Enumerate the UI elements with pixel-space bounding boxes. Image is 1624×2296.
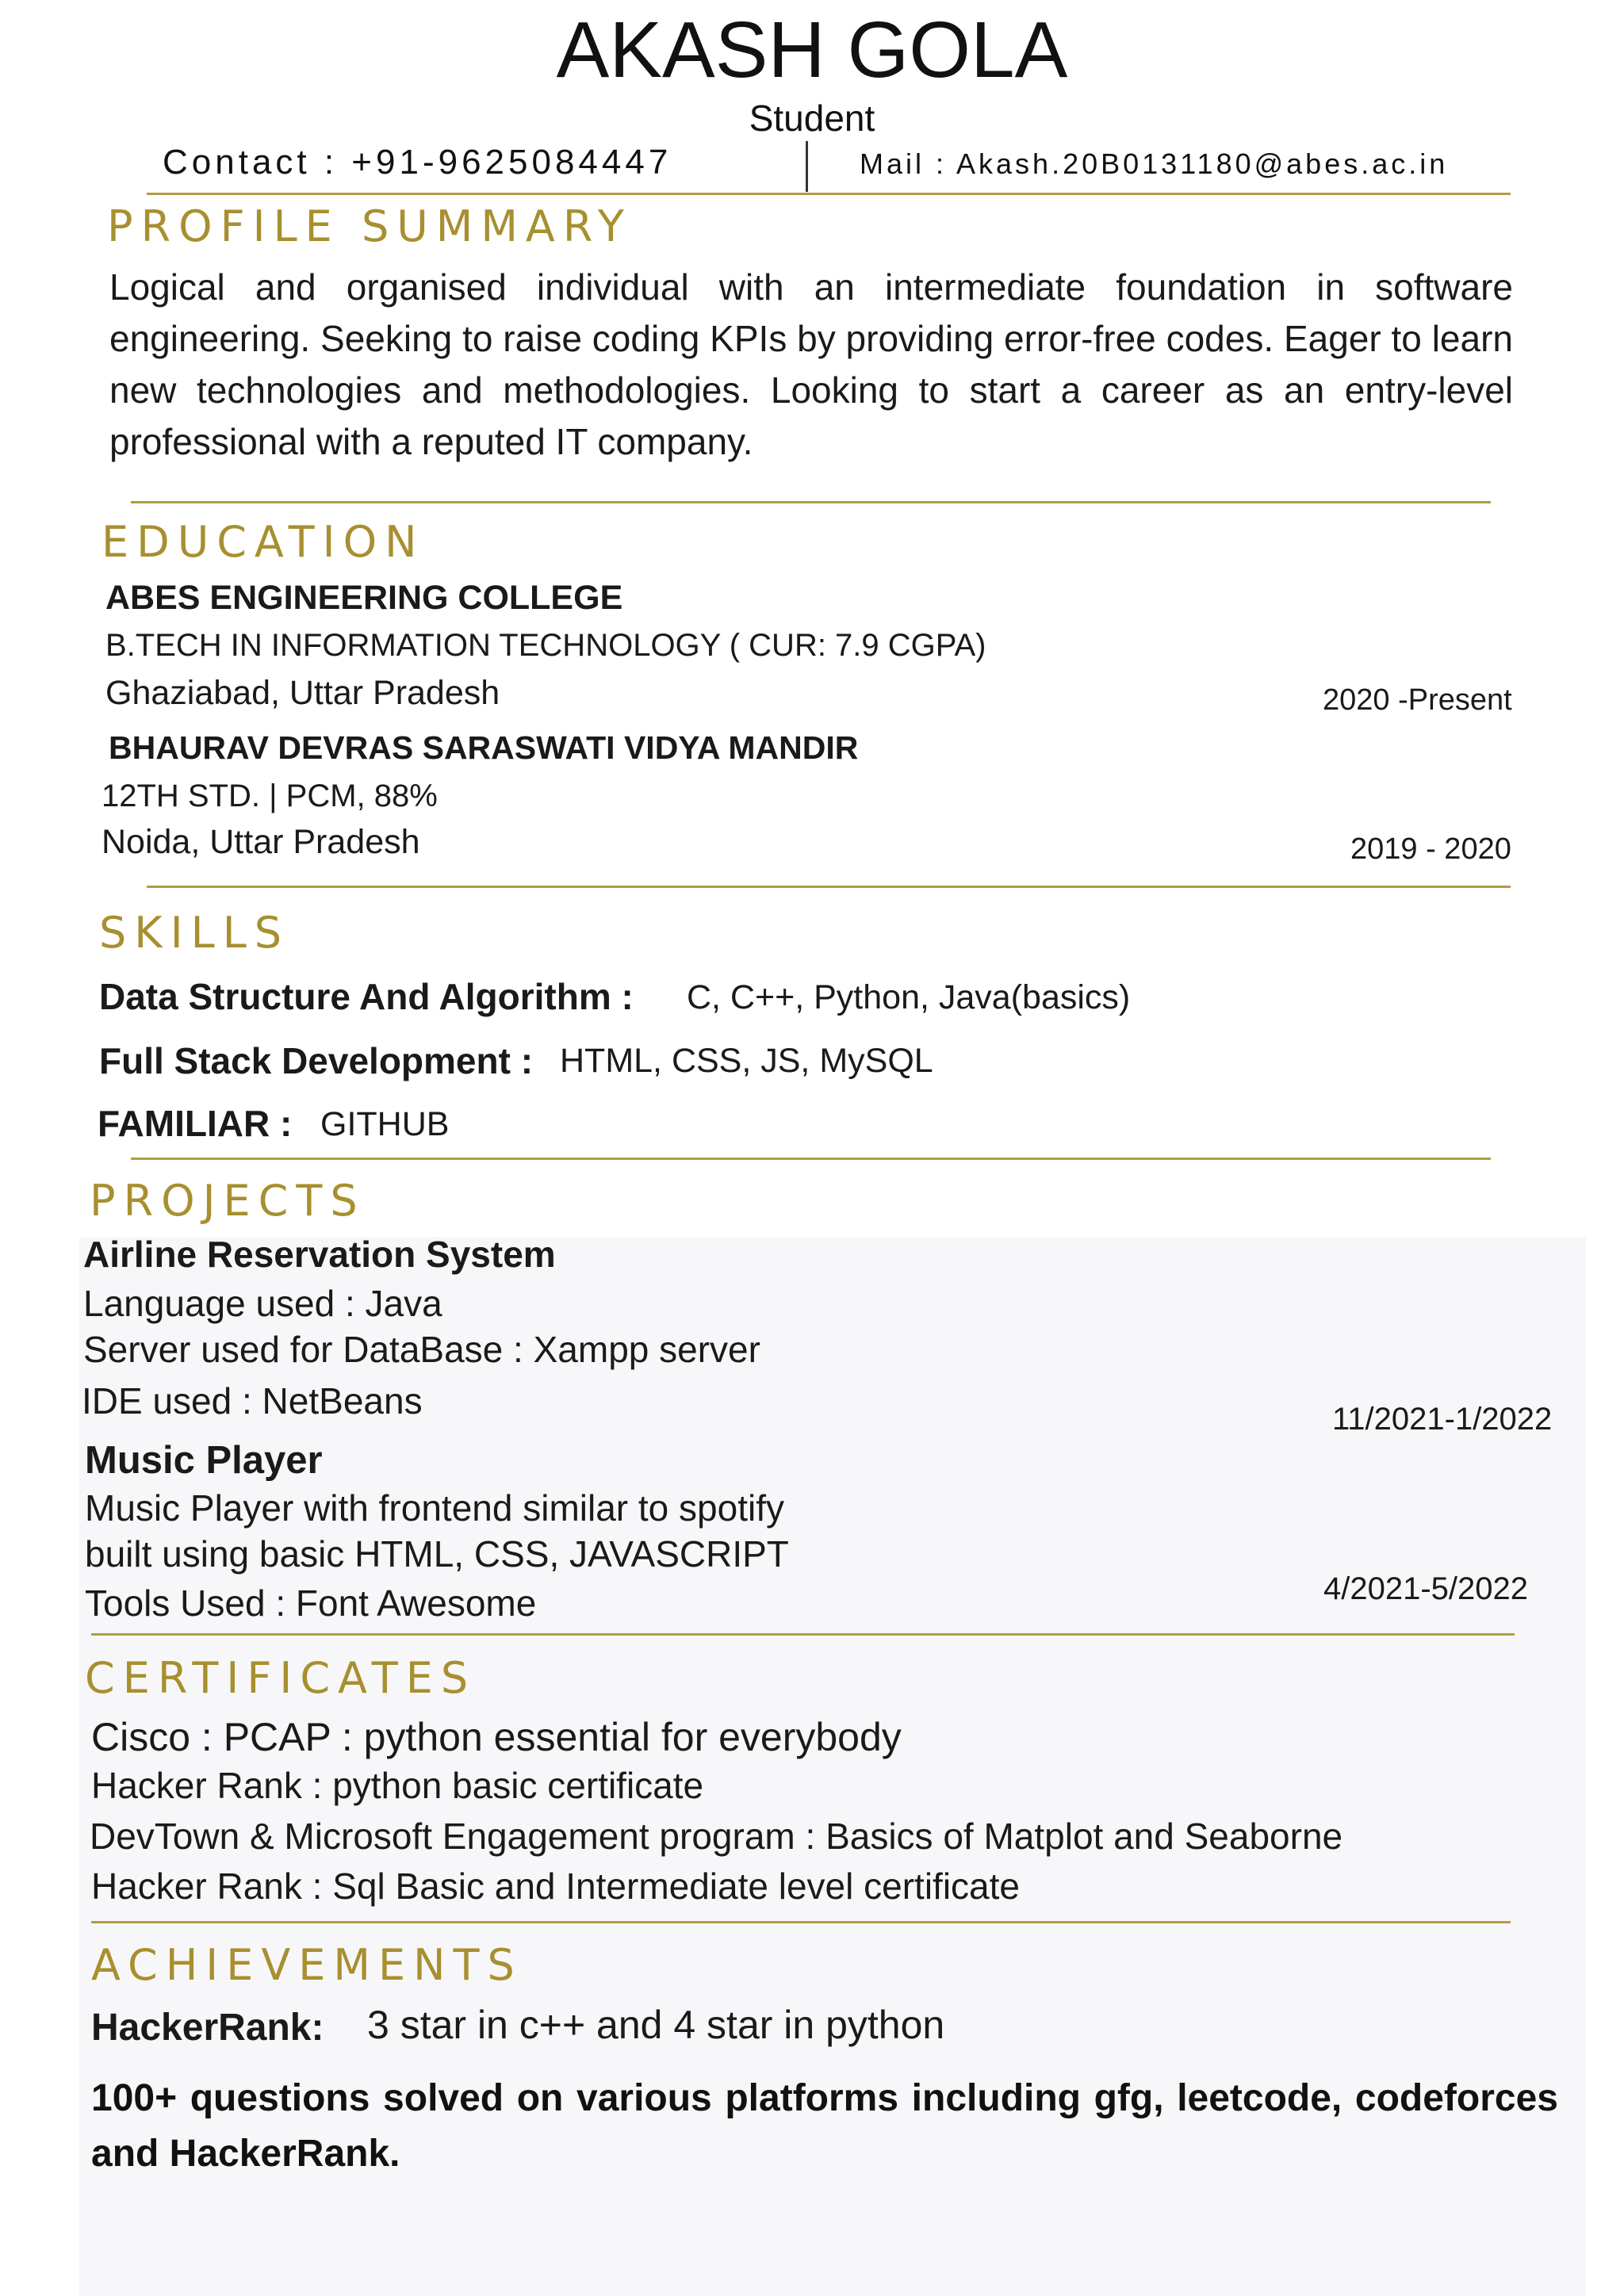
certificate-item: Hacker Rank : python basic certificate — [91, 1765, 704, 1806]
project-detail: Music Player with frontend similar to spotify — [85, 1487, 784, 1529]
certificates-heading: CERTIFICATES — [85, 1653, 477, 1703]
project-detail: IDE used : NetBeans — [82, 1380, 423, 1422]
certificate-item: Cisco : PCAP : python essential for everybody — [91, 1715, 902, 1759]
education-institution: BHAURAV DEVRAS SARASWATI VIDYA MANDIR — [109, 729, 859, 766]
education-rule — [147, 886, 1511, 888]
project-detail: Tools Used : Font Awesome — [85, 1582, 537, 1624]
education-institution: ABES ENGINEERING COLLEGE — [105, 579, 623, 617]
projects-rule — [91, 1633, 1515, 1636]
project-title: Airline Reservation System — [83, 1234, 556, 1275]
certificate-item: Hacker Rank : Sql Basic and Intermediate level certificate — [91, 1866, 1020, 1907]
project-dates: 11/2021-1/2022 — [1332, 1402, 1553, 1437]
contact-phone: Contact : +91-9625084447 — [163, 143, 672, 182]
profile-summary-heading: PROFILE SUMMARY — [107, 201, 632, 251]
candidate-role: Student — [749, 98, 875, 139]
achievement-value: 3 star in c++ and 4 star in python — [367, 2003, 945, 2047]
candidate-name: AKASH GOLA — [556, 6, 1068, 94]
education-dates: 2019 - 2020 — [1350, 832, 1511, 866]
skill-label: Data Structure And Algorithm : — [99, 976, 634, 1017]
project-dates: 4/2021-5/2022 — [1323, 1571, 1529, 1606]
skill-value: C, C++, Python, Java(basics) — [687, 978, 1131, 1016]
education-heading: EDUCATION — [102, 517, 425, 567]
education-degree: B.TECH IN INFORMATION TECHNOLOGY ( CUR: 7.9 CGPA) — [105, 628, 986, 663]
project-detail: Language used : Java — [83, 1283, 442, 1324]
project-detail: built using basic HTML, CSS, JAVASCRIPT — [85, 1533, 789, 1575]
profile-rule — [131, 501, 1491, 503]
contact-email: Mail : Akash.20B0131180@abes.ac.in — [860, 147, 1449, 180]
skill-value: GITHUB — [320, 1105, 450, 1143]
certificate-item: DevTown & Microsoft Engagement program : Basics of Matplot and Seaborne — [90, 1816, 1343, 1857]
skill-label: Full Stack Development : — [99, 1040, 534, 1081]
skill-label: FAMILIAR : — [98, 1103, 293, 1144]
achievements-heading: ACHIEVEMENTS — [91, 1940, 523, 1990]
achievement-extra: 100+ questions solved on various platforms including gfg, leetcode, codeforces and HackerRank. — [91, 2077, 1558, 2175]
education-dates: 2020 -Present — [1323, 683, 1512, 717]
profile-summary-text: Logical and organised individual with an intermediate foundation in software engineering. Seeking to raise coding KPIs by providing error-free codes. Eager to learn new technologies and methodologies. Looking to start a career as an entry-level professional with a reputed IT company. — [109, 266, 1513, 462]
education-location: Ghaziabad, Uttar Pradesh — [105, 674, 500, 712]
skills-heading: SKILLS — [99, 908, 290, 958]
skills-rule — [131, 1158, 1491, 1160]
projects-heading: PROJECTS — [90, 1176, 366, 1226]
education-location: Noida, Uttar Pradesh — [102, 823, 420, 861]
education-degree: 12TH STD. | PCM, 88% — [102, 779, 438, 813]
header-rule — [147, 193, 1511, 195]
achievement-label: HackerRank: — [91, 2007, 324, 2049]
project-detail: Server used for DataBase : Xampp server — [83, 1329, 760, 1370]
certificates-rule — [91, 1921, 1511, 1923]
contact-divider — [806, 141, 808, 192]
skill-value: HTML, CSS, JS, MySQL — [560, 1042, 933, 1080]
project-title: Music Player — [85, 1439, 323, 1482]
